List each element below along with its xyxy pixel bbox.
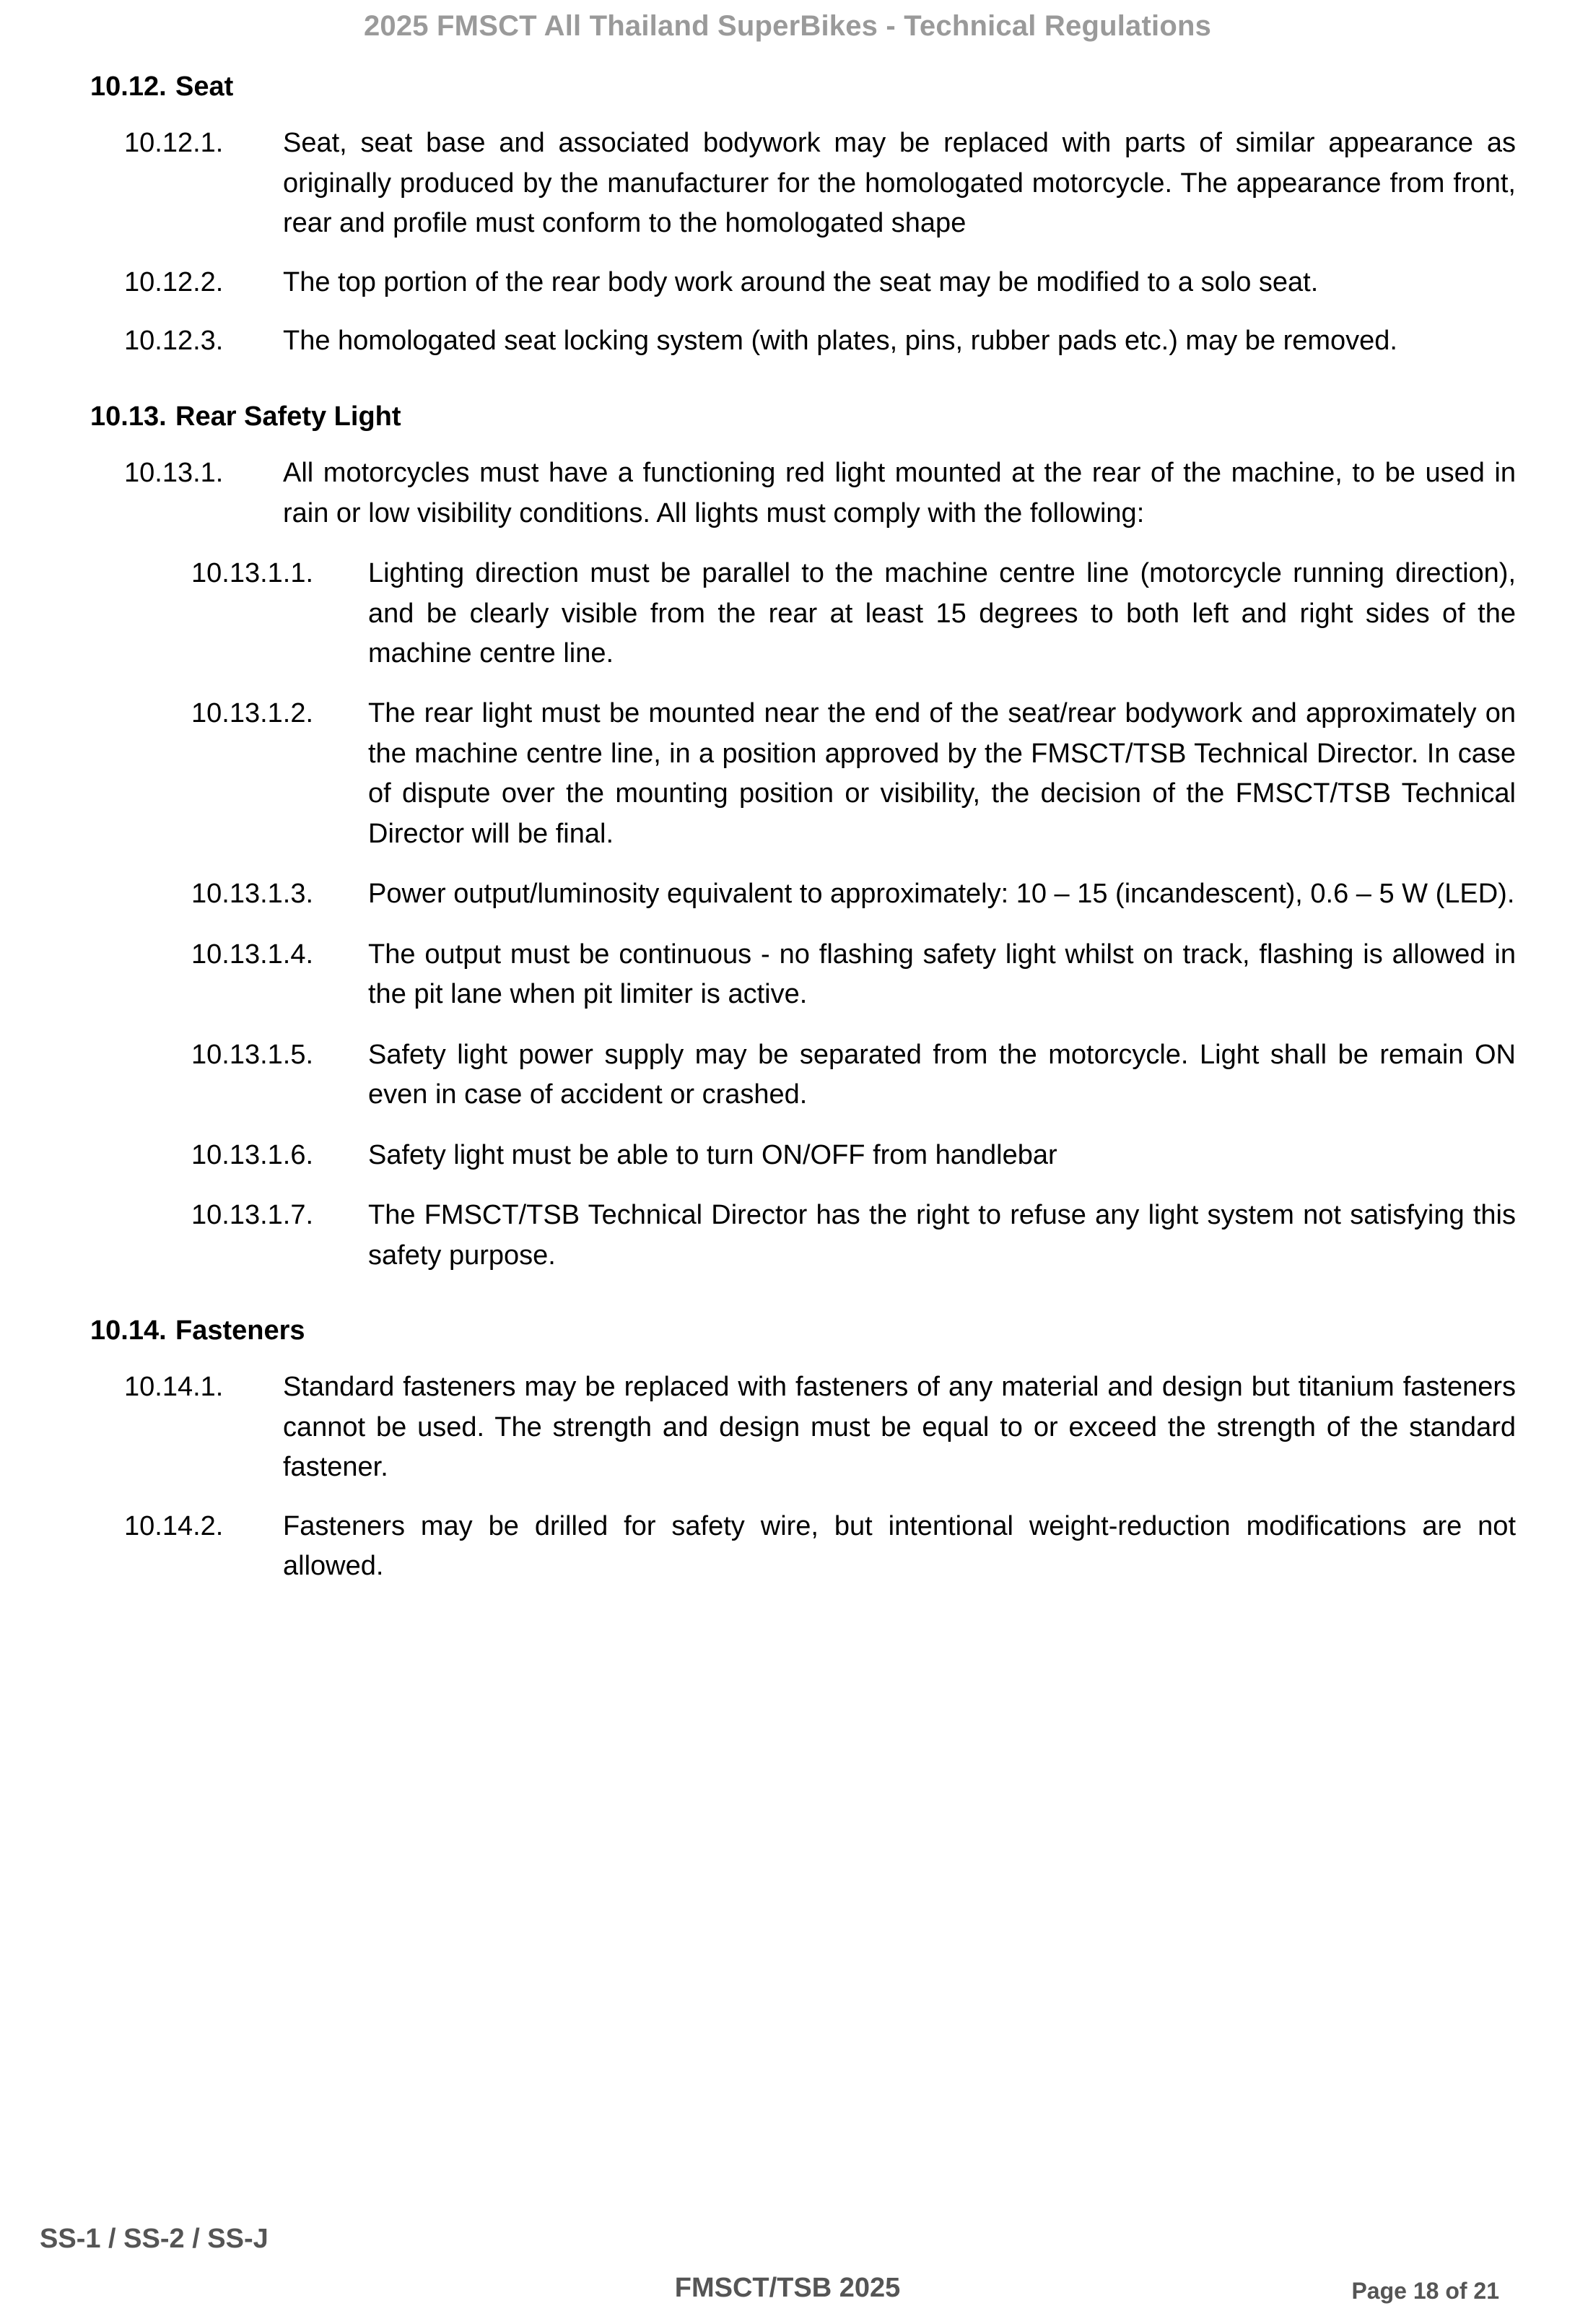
section-heading-10-14 <box>0 1313 1575 1349</box>
clause-text: The top portion of the rear body work around the seat may be modified to a solo seat. <box>283 266 1319 297</box>
clause-number: 10.13.1.4. <box>191 939 314 970</box>
clause-number: 10.12.3. <box>124 326 224 357</box>
clause-text: The FMSCT/TSB Technical Director has the right to refuse any light system not satisfying this safety purpose. <box>368 1200 1516 1271</box>
clause-number: 10.13.1. <box>124 458 224 489</box>
clause-10-13-1 <box>0 453 1575 534</box>
clause-10-13-1-5 <box>0 1035 1575 1115</box>
clause-text: Safety light must be able to turn ON/OFF from handlebar <box>368 1139 1057 1170</box>
document-running-header: 2025 FMSCT All Thailand SuperBikes - Technical Regulations <box>363 10 1212 42</box>
clause-number: 10.13.1.3. <box>191 879 314 910</box>
clause-text: Power output/luminosity equivalent to approximately: 10 – 15 (incandescent), 0.6 – 5 W (LED). <box>368 879 1515 910</box>
section-heading-10-13 <box>0 399 1575 435</box>
clause-text: The rear light must be mounted near the end of the seat/rear bodywork and approximately on the machine centre line, in a position approved by the FMSCT/TSB Technical Director. In case of dispute over the mounting position or visibility, the decision of the FMSCT/TSB Technical Director will be final. <box>368 698 1516 849</box>
footer-organisation: FMSCT/TSB 2025 <box>674 2273 901 2303</box>
clause-number: 10.13.1.2. <box>191 698 314 729</box>
section-number: 10.13. <box>90 401 167 432</box>
section-title: Fasteners <box>175 1315 305 1346</box>
section-title: Seat <box>175 71 234 102</box>
clause-10-13-1-1 <box>0 554 1575 674</box>
section-number: 10.12. <box>90 71 167 102</box>
clause-number: 10.12.2. <box>124 266 224 297</box>
footer-page-number: Page 18 of 21 <box>1351 2278 1499 2304</box>
clause-text: Seat, seat base and associated bodywork may be replaced with parts of similar appearance as originally produced by the manufacturer for the homologated motorcycle. The appearance from front, rear and profile must conform to the homologated shape <box>283 128 1516 239</box>
section-title: Rear Safety Light <box>175 401 401 432</box>
clause-number: 10.13.1.5. <box>191 1039 314 1070</box>
clause-number: 10.13.1.7. <box>191 1200 314 1231</box>
clause-10-14-2 <box>0 1507 1575 1587</box>
clause-10-13-1-2 <box>0 694 1575 854</box>
clause-text: The output must be continuous - no flashing safety light whilst on track, flashing is allowed in the pit lane when pit limiter is active. <box>368 939 1516 1010</box>
section-heading-10-12 <box>0 69 1575 105</box>
clause-10-13-1-7 <box>0 1196 1575 1276</box>
clause-text: Safety light power supply may be separated from the motorcycle. Light shall be remain ON even in case of accident or crashed. <box>368 1039 1516 1110</box>
clause-10-12-2 <box>0 263 1575 303</box>
clause-number: 10.14.2. <box>124 1510 224 1541</box>
clause-text: Standard fasteners may be replaced with fasteners of any material and design but titanium fasteners cannot be used. The strength and design must be equal to or exceed the strength of the standard fastener. <box>283 1372 1516 1483</box>
section-number: 10.14. <box>90 1315 167 1346</box>
clause-number: 10.14.1. <box>124 1372 224 1403</box>
clause-number: 10.13.1.1. <box>191 558 314 589</box>
clause-10-13-1-3 <box>0 874 1575 914</box>
clause-10-12-3 <box>0 321 1575 361</box>
clause-text: Lighting direction must be parallel to the machine centre line (motorcycle running direction), and be clearly visible from the rear at least 15 degrees to both left and right sides of the machine centre line. <box>368 558 1516 669</box>
clause-10-13-1-6 <box>0 1136 1575 1175</box>
clause-10-14-1 <box>0 1367 1575 1487</box>
clause-text: All motorcycles must have a functioning red light mounted at the rear of the machine, to be used in rain or low visibility conditions. All lights must comply with the following: <box>283 458 1516 528</box>
footer-class-codes: SS-1 / SS-2 / SS-J <box>40 2224 269 2254</box>
clause-number: 10.12.1. <box>124 128 224 159</box>
clause-10-13-1-4 <box>0 935 1575 1015</box>
clause-text: The homologated seat locking system (with plates, pins, rubber pads etc.) may be removed. <box>283 326 1397 357</box>
clause-10-12-1 <box>0 123 1575 243</box>
clause-text: Fasteners may be drilled for safety wire, but intentional weight-reduction modifications are not allowed. <box>283 1510 1516 1582</box>
document-body <box>0 69 1575 1587</box>
clause-number: 10.13.1.6. <box>191 1139 314 1170</box>
